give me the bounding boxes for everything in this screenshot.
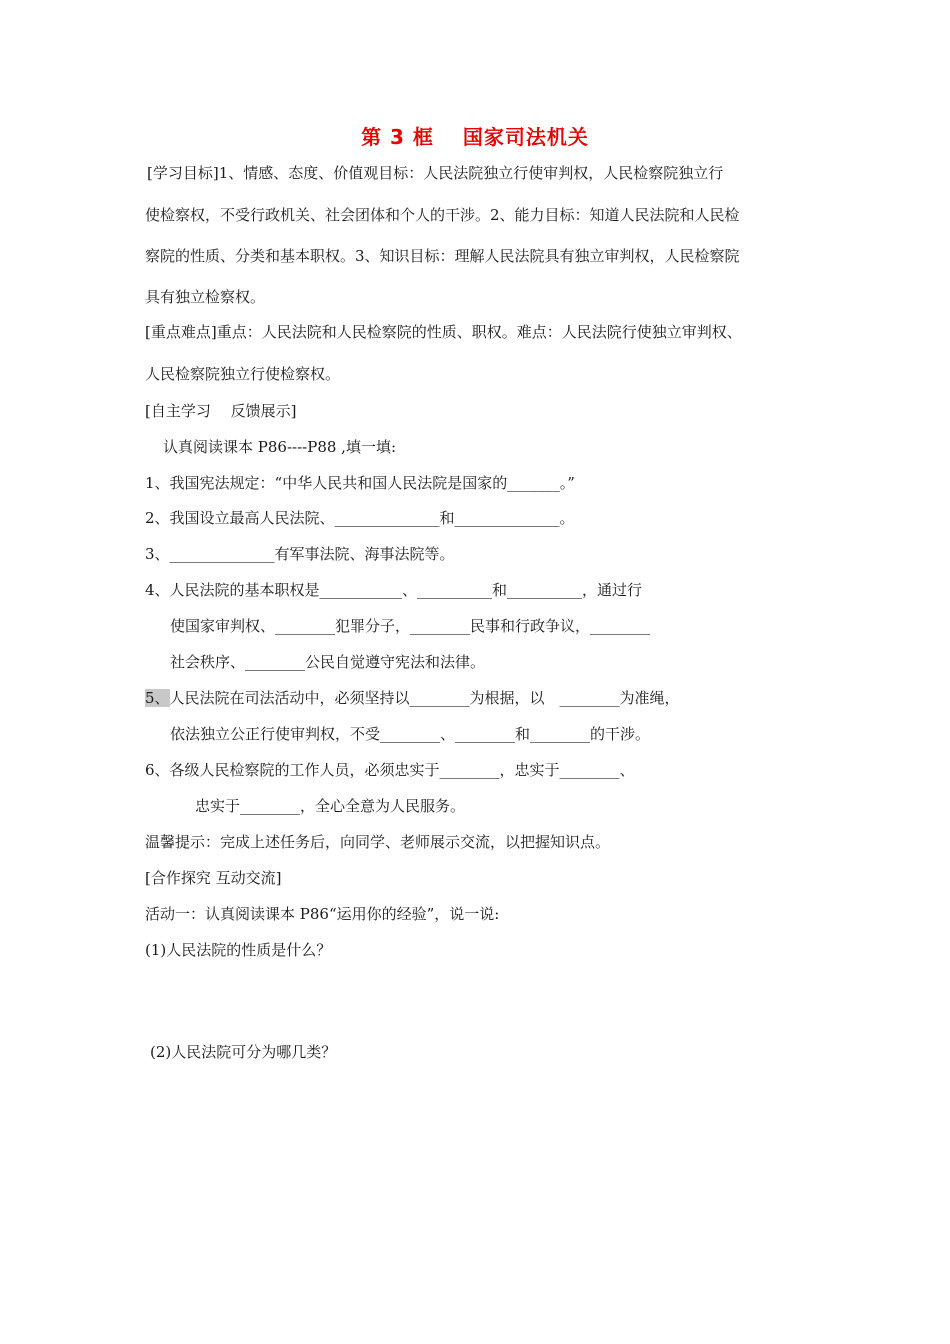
- fill-question-6-line-1: 6、各级人民检察院的工作人员，必须忠实于________，忠实于________、: [145, 761, 635, 779]
- learning-goals-line-2: 使检察权，不受行政机关、社会团体和个人的干涉。2、能力目标：知道人民法院和人民检: [145, 206, 740, 224]
- fill-question-5-line-1: [145, 688, 680, 708]
- activity-one: 活动一：认真阅读课本 P86“运用你的经验”，说一说:: [145, 905, 500, 923]
- fill-question-6-line-2: 忠实于________，全心全意为人民服务。: [195, 797, 466, 815]
- self-study-intro: 认真阅读课本 P86----P88 ,填一填:: [163, 438, 396, 456]
- question-5-number: 5、: [145, 689, 170, 707]
- fill-question-4-line-2: 使国家审判权、________犯罪分子，________民事和行政争议，________: [170, 617, 651, 635]
- discussion-question-2: (2)人民法院可分为哪几类？: [150, 1043, 337, 1061]
- warm-tip: 温馨提示：完成上述任务后，向同学、老师展示交流，以把握知识点。: [145, 833, 611, 851]
- question-5-text: 人民法院在司法活动中，必须坚持以________为根据，以 ________为准绳，: [169, 689, 680, 707]
- self-study-heading: [自主学习 反馈展示]: [145, 402, 297, 420]
- learning-goals-line-1: [学习目标]1、情感、态度、价值观目标：人民法院独立行使审判权，人民检察院独立行: [147, 164, 724, 182]
- learning-goals-line-3: 察院的性质、分类和基本职权。3、知识目标：理解人民法院具有独立审判权，人民检察院: [145, 247, 740, 265]
- fill-question-3: 3、______________有军事法院、海事法院等。: [145, 545, 455, 563]
- key-points-line-1: [重点难点]重点：人民法院和人民检察院的性质、职权。难点：人民法院行使独立审判权、: [145, 323, 742, 341]
- learning-goals-line-4: 具有独立检察权。: [145, 288, 266, 306]
- cooperation-heading: [合作探究 互动交流]: [145, 869, 282, 887]
- fill-question-2: 2、我国设立最高人民法院、______________和______________。: [145, 509, 575, 527]
- page-title: 第 3 框 国家司法机关: [361, 125, 589, 149]
- fill-question-4-line-1: 4、人民法院的基本职权是___________、__________和__________，通过行: [145, 581, 643, 599]
- fill-question-5-line-2: 依法独立公正行使审判权，不受________、________和________的干涉。: [170, 725, 651, 743]
- fill-question-1: 1、我国宪法规定：“中华人民共和国人民法院是国家的_______。”: [145, 474, 575, 492]
- discussion-question-1: (1)人民法院的性质是什么？: [145, 941, 332, 959]
- fill-question-4-line-3: 社会秩序、________公民自觉遵守宪法和法律。: [170, 653, 486, 671]
- key-points-line-2: 人民检察院独立行使检察权。: [145, 365, 341, 383]
